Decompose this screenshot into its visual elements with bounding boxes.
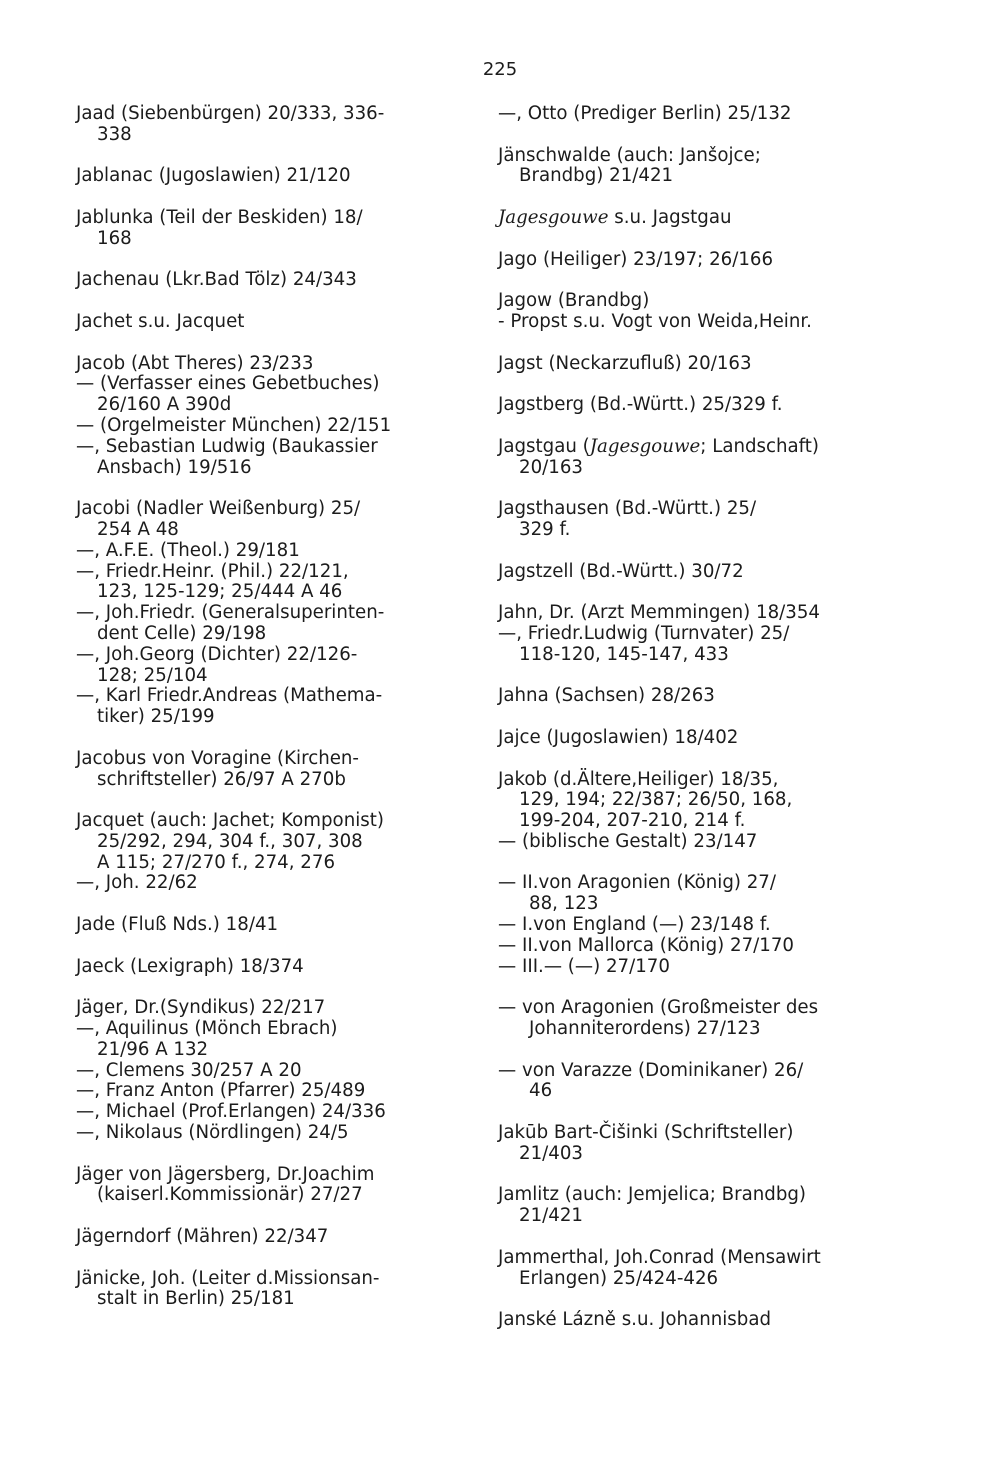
index-entry-line: — von Varazze (Dominikaner) 26/ <box>498 1059 804 1081</box>
index-entry-line: Ansbach) 19/516 <box>97 456 252 478</box>
index-entry-line: 88, 123 <box>529 893 599 915</box>
index-entry <box>76 957 486 978</box>
index-entry-line: 123, 125-129; 25/444 A 46 <box>97 581 343 603</box>
index-entry-line: Jahn, Dr. (Arzt Memmingen) 18/354 <box>498 602 820 624</box>
index-entry-line: —, Nikolaus (Nördlingen) 24/5 <box>76 1122 349 1144</box>
index-entry <box>498 603 923 665</box>
index-entry <box>498 250 923 271</box>
index-entry-line: —, Sebastian Ludwig (Baukassier <box>76 435 378 457</box>
index-entry <box>498 873 923 977</box>
index-entry-line: 46 <box>529 1080 553 1102</box>
index-entry <box>76 354 486 479</box>
index-entry <box>76 1227 486 1248</box>
index-entry-line: Jagesgouwe s.u. Jagstgau <box>498 206 732 228</box>
index-entry-line: Jagst (Neckarzufluß) 20/163 <box>498 352 752 374</box>
index-entry <box>76 998 486 1144</box>
index-entry <box>498 291 923 333</box>
index-column-left <box>76 104 486 1331</box>
index-entry <box>498 104 923 125</box>
index-entry-line: —, Otto (Prediger Berlin) 25/132 <box>498 103 792 124</box>
index-entry <box>498 562 923 583</box>
index-entry-line: Jänicke, Joh. (Leiter d.Missionsan- <box>76 1267 380 1289</box>
index-entry <box>76 166 486 187</box>
index-entry <box>498 998 923 1040</box>
index-entry <box>76 312 486 333</box>
index-entry-line: — (biblische Gestalt) 23/147 <box>498 830 758 852</box>
index-entry-line: stalt in Berlin) 25/181 <box>97 1288 295 1310</box>
index-entry <box>76 499 486 728</box>
index-entry <box>76 1269 486 1311</box>
index-entry-line: Jacobi (Nadler Weißenburg) 25/ <box>76 498 361 520</box>
index-entry-line: - Propst s.u. Vogt von Weida,Heinr. <box>498 310 812 332</box>
index-entry-line: —, Karl Friedr.Andreas (Mathema- <box>76 685 383 707</box>
index-entry-line: Jaeck (Lexigraph) 18/374 <box>76 955 304 977</box>
index-entry <box>76 915 486 936</box>
index-entry-line: Jänschwalde (auch: Janšojce; <box>498 144 761 166</box>
index-entry-line: 168 <box>97 227 132 249</box>
index-entry <box>498 208 923 229</box>
index-entry <box>76 811 486 894</box>
index-entry-line: — I.von England (—) 23/148 f. <box>498 914 771 936</box>
index-entry-line: Jagow (Brandbg) <box>498 290 650 312</box>
index-entry <box>498 1310 923 1331</box>
index-entry-line: 199-204, 207-210, 214 f. <box>519 810 746 832</box>
index-entry-line: 329 f. <box>519 518 571 540</box>
index-entry-line: Jäger, Dr.(Syndikus) 22/217 <box>76 997 326 1019</box>
index-entry-line: —, Michael (Prof.Erlangen) 24/336 <box>76 1101 386 1123</box>
index-entry <box>498 728 923 749</box>
index-entry-line: Jahna (Sachsen) 28/263 <box>498 685 715 707</box>
index-entry-line: tiker) 25/199 <box>97 706 215 728</box>
index-entry-line: Jajce (Jugoslawien) 18/402 <box>498 726 739 748</box>
page-number: 225 <box>482 59 518 80</box>
index-entry-line: Jagstzell (Bd.-Württ.) 30/72 <box>498 560 744 582</box>
index-entry-line: Jaad (Siebenbürgen) 20/333, 336- <box>76 103 385 124</box>
index-entry-line: A 115; 27/270 f., 274, 276 <box>97 851 336 873</box>
index-entry-line: Johanniterordens) 27/123 <box>529 1018 761 1040</box>
index-entry <box>498 1061 923 1103</box>
index-entry-line: —, Joh.Georg (Dichter) 22/126- <box>76 643 358 665</box>
index-entry-line: Janské Lázně s.u. Johannisbad <box>498 1309 772 1331</box>
index-entry <box>498 1123 923 1165</box>
index-entry <box>76 1165 486 1207</box>
index-entry-line: —, Clemens 30/257 A 20 <box>76 1059 302 1081</box>
index-entry <box>498 354 923 375</box>
index-entry-line: 254 A 48 <box>97 518 179 540</box>
index-entry-line: —, Aquilinus (Mönch Ebrach) <box>76 1018 338 1040</box>
index-entry-line: 26/160 A 390d <box>97 394 232 416</box>
index-entry-line: Jäger von Jägersberg, Dr.Joachim <box>76 1163 375 1185</box>
index-entry-line: — III.— (—) 27/170 <box>498 955 670 977</box>
index-entry-line: Jacob (Abt Theres) 23/233 <box>76 352 314 374</box>
index-entry-line: —, Friedr.Ludwig (Turnvater) 25/ <box>498 622 790 644</box>
index-entry <box>498 499 923 541</box>
index-entry-line: Jago (Heiliger) 23/197; 26/166 <box>498 248 774 270</box>
index-entry-line: Jablunka (Teil der Beskiden) 18/ <box>76 206 363 228</box>
index-entry-line: Jakob (d.Ältere,Heiliger) 18/35, <box>498 768 779 790</box>
index-entry-line: Jamlitz (auch: Jemjelica; Brandbg) <box>498 1184 807 1206</box>
index-entry <box>76 749 486 791</box>
index-entry <box>498 1248 923 1290</box>
index-entry-line: —, A.F.E. (Theol.) 29/181 <box>76 539 300 561</box>
index-entry-line: — (Verfasser eines Gebetbuches) <box>76 373 380 395</box>
index-entry <box>76 208 486 250</box>
index-entry-line: schriftsteller) 26/97 A 270b <box>97 768 346 790</box>
index-entry <box>498 1185 923 1227</box>
index-entry <box>498 437 923 479</box>
index-entry <box>498 146 923 188</box>
index-entry-line: —, Franz Anton (Pfarrer) 25/489 <box>76 1080 366 1102</box>
index-entry <box>498 770 923 853</box>
index-entry-line: 20/163 <box>519 456 583 478</box>
index-entry-line: Jachenau (Lkr.Bad Tölz) 24/343 <box>76 269 357 291</box>
index-entry-line: Jacquet (auch: Jachet; Komponist) <box>76 810 384 832</box>
index-entry-line: Erlangen) 25/424-426 <box>519 1267 719 1289</box>
index-entry-line: Jade (Fluß Nds.) 18/41 <box>76 914 279 936</box>
index-entry-line: 21/421 <box>519 1205 583 1227</box>
index-entry-line: — II.von Mallorca (König) 27/170 <box>498 934 794 956</box>
index-entry-line: Jagstgau (Jagesgouwe; Landschaft) <box>498 435 819 457</box>
index-entry-line: Jacobus von Voragine (Kirchen- <box>76 747 359 769</box>
index-entry-line: —, Friedr.Heinr. (Phil.) 22/121, <box>76 560 349 582</box>
index-entry-line: —, Joh. 22/62 <box>76 872 198 894</box>
index-entry-line: — von Aragonien (Großmeister des <box>498 997 819 1019</box>
index-entry-line: Jagsthausen (Bd.-Württ.) 25/ <box>498 498 757 520</box>
index-column-right <box>498 104 923 1352</box>
index-entry <box>498 395 923 416</box>
index-entry-line: 128; 25/104 <box>97 664 208 686</box>
index-entry <box>76 104 486 146</box>
index-entry-line: Jablanac (Jugoslawien) 21/120 <box>76 165 351 187</box>
index-entry-line: — (Orgelmeister München) 22/151 <box>76 414 392 436</box>
index-entry-line: 25/292, 294, 304 f., 307, 308 <box>97 830 363 852</box>
index-entry-line: (kaiserl.Kommissionär) 27/27 <box>97 1184 363 1206</box>
index-entry-line: dent Celle) 29/198 <box>97 622 267 644</box>
index-entry-line: — II.von Aragonien (König) 27/ <box>498 872 777 894</box>
index-entry-line: Jakūb Bart-Čišinki (Schriftsteller) <box>498 1122 794 1144</box>
index-entry-line: 21/403 <box>519 1142 583 1164</box>
index-entry-line: —, Joh.Friedr. (Generalsuperinten- <box>76 602 385 624</box>
index-entry-line: 129, 194; 22/387; 26/50, 168, <box>519 789 793 811</box>
index-entry-line: Brandbg) 21/421 <box>519 165 674 187</box>
index-entry <box>498 686 923 707</box>
index-entry <box>76 270 486 291</box>
index-entry-line: 21/96 A 132 <box>97 1038 209 1060</box>
index-entry-line: Jagstberg (Bd.-Württ.) 25/329 f. <box>498 394 783 416</box>
index-entry-line: Jägerndorf (Mähren) 22/347 <box>76 1226 329 1248</box>
index-entry-line: Jachet s.u. Jacquet <box>76 310 245 332</box>
index-entry-line: 338 <box>97 123 132 145</box>
index-entry-line: Jammerthal, Joh.Conrad (Mensawirt <box>498 1246 821 1268</box>
index-entry-line: 118-120, 145-147, 433 <box>519 643 729 665</box>
